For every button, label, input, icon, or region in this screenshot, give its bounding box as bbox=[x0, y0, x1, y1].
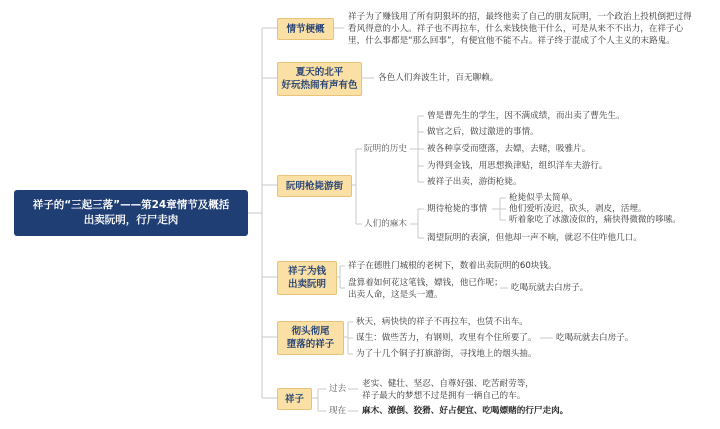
root-title: 祥子的“三起三落”——第24章情节及概括 bbox=[32, 199, 230, 211]
crowd-expect-item-3: 听着象吃了冰激凌似的，痛快得微微的哆嗦。 bbox=[509, 215, 681, 225]
xiangzi-past-label: 过去 bbox=[329, 384, 347, 394]
crowd-expect-item-2: 他们爱听凌迟，砍头，剥皮，活埋。 bbox=[509, 204, 647, 214]
node-betray-for-money[interactable] bbox=[277, 261, 337, 295]
xiangzi-now-label: 现在 bbox=[329, 406, 347, 416]
root-subtitle: 出卖阮明，行尸走肉 bbox=[83, 214, 179, 226]
history-item-5: 被祥子出卖，游街枪毙。 bbox=[427, 177, 522, 187]
xiangzi-now-text: 麻木、潦倒、狡猾、好占便宜、吃喝嫖赌的行尸走肉。 bbox=[362, 406, 569, 416]
crowd-want: 渴望阮明的表演，但他却一声不响，就忍不住咋他几口。 bbox=[427, 233, 642, 243]
fall-line-3: 为了十几个铜子打旗游街，寻找地上的烟头抽。 bbox=[356, 349, 537, 359]
node-plot-summary-label: 情节梗概 bbox=[286, 23, 325, 35]
history-item-4: 为得到金钱，用思想换津贴，组织洋车夫游行。 bbox=[427, 161, 608, 171]
xiangzi-past-line-1: 老实、健壮、坚忍、自尊好强、吃苦耐劳等， bbox=[362, 379, 534, 389]
node-betray-label-2: 出卖阮明 bbox=[287, 279, 326, 290]
node-summer-label-1: 夏天的北平 bbox=[295, 67, 344, 78]
summer-detail: 各色人们奔波生计，百无聊赖。 bbox=[378, 73, 499, 83]
fall-line-2: 谋生：做些苦力，有钢则，攻里有个住所要了。 bbox=[356, 333, 537, 343]
fall-line-2-result: 吃喝玩就去白房子。 bbox=[556, 333, 634, 343]
history-item-2: 做官之后，做过激进的事情。 bbox=[427, 127, 539, 137]
betray-line-1: 祥子在德胜门城根的老树下，数着出卖阮明的60块钱。 bbox=[348, 261, 557, 271]
node-parade-label: 阮明枪毙游街 bbox=[285, 180, 343, 192]
node-betray-label-1: 祥子为钱 bbox=[287, 266, 326, 277]
betray-line-2a: 盘算着如何花这笔钱，嫖钱，他已作呢； bbox=[348, 278, 503, 288]
crowd-expect: 期待枪毙的事情 bbox=[427, 204, 488, 214]
parade-crowd-label: 人们的麻木 bbox=[364, 219, 407, 229]
history-item-3: 被各种享受而堕落，去嫖，去赌，吸雅片。 bbox=[427, 144, 591, 154]
node-ruanming-parade[interactable] bbox=[277, 175, 352, 197]
plot-line-3: 里，什么事都是“那么回事”，有便宜他不能不占。祥子终于混成了个人主义的末路鬼。 bbox=[348, 36, 675, 46]
node-xiangzi[interactable] bbox=[277, 388, 312, 410]
node-plot-summary[interactable] bbox=[277, 18, 334, 40]
plot-line-1: 祥子为了赚钱用了所有阴狠坏的招，最终他卖了自己的朋友阮明，一个政治上投机倒把过得 bbox=[348, 12, 692, 22]
node-fall-label-2: 堕落的祥子 bbox=[286, 339, 335, 350]
node-fall-label-1: 彻头彻尾 bbox=[291, 326, 330, 337]
node-total-degeneration[interactable] bbox=[277, 321, 344, 355]
parade-history-label: 阮明的历史 bbox=[364, 144, 407, 154]
history-item-1: 曾是曹先生的学生，因不满成绩，而出卖了曹先生。 bbox=[427, 111, 625, 121]
fall-line-1: 秋天，病快快的祥子不再拉车，也赁不出车。 bbox=[356, 317, 528, 327]
crowd-expect-item-1: 枪毙似乎太简单。 bbox=[509, 193, 578, 203]
node-xiangzi-label: 祥子 bbox=[284, 393, 304, 405]
betray-line-2b: 出卖人命，这是头一遭。 bbox=[348, 290, 443, 300]
betray-result: 吃喝玩就去白房子。 bbox=[511, 283, 589, 293]
node-summer-beiping[interactable] bbox=[277, 62, 362, 96]
plot-line-2: 看风得意的小人。祥子也不再拉车，什么来钱快他干什么，可是从来不不出力，在祥子心 bbox=[348, 24, 684, 34]
node-summer-label-2: 好玩热闹有声有色 bbox=[281, 80, 358, 91]
root-topic[interactable] bbox=[14, 190, 248, 236]
xiangzi-past-line-2: 祥子最大的梦想不过是拥有一辆自己的车。 bbox=[362, 391, 526, 401]
